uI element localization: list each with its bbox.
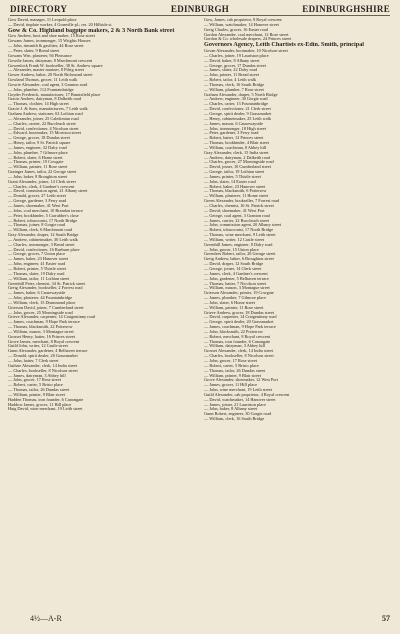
directory-entry: — William, plasterer, 11 Home street xyxy=(204,194,269,199)
directory-entry: — Andrew, dairyman, 2 Dalkeith road xyxy=(204,155,270,160)
directory-entry: — Robert, carter, 5 Bristo place xyxy=(8,383,63,388)
directory-entry: — George, joiner, 14 Clerk street xyxy=(204,266,262,271)
directory-entry: — Charles, joiner, 19 Lauriston place xyxy=(204,53,269,58)
directory-entry: — William, writer, 12 Castle street xyxy=(204,237,265,242)
directory-entry: Guild Alexander, cab proprietor, 4 Royal crescent xyxy=(204,392,290,397)
directory-entry: — David, baker, 8 Albany street xyxy=(204,58,260,63)
directory-entry: — William, printer, 9 Blair street xyxy=(204,373,261,378)
directory-entry: — George, coal agent, 3 Granton road xyxy=(204,213,270,218)
directory-entry: — James, coachman, 9 Hope Park terrace xyxy=(8,320,80,325)
directory-entry: Grierson David, joiner, 7 Cumberland street xyxy=(8,305,84,310)
directory-entry: — Charles, bookseller, 8 Nicolson street xyxy=(204,354,274,359)
directory-entry: — John, baker, 8 Broughton street xyxy=(8,174,68,179)
directory-entry: — William, printer, 9 Blair street xyxy=(8,392,65,397)
directory-entry: — Thomas, iron founder, 6 Canongate xyxy=(204,339,271,344)
directory-entry: — Andrew, cabinetmaker, 30 Leith walk xyxy=(8,237,78,242)
directory-entry: Gow Andrew, boot and shoe maker, 15 Rose street xyxy=(8,34,95,39)
directory-entry: Gow David, manager, 11 Leopold place xyxy=(8,18,77,22)
directory-entry: — John, slater, 6 Home street xyxy=(204,300,256,305)
directory-entry: — David, confectioner, 21 Clerk street xyxy=(204,107,271,112)
directory-entry: — David, draper, 12 South Bridge xyxy=(204,262,264,267)
directory-entry: — Robert, printer, 5 Thistle street xyxy=(8,266,67,271)
directory-entry: — James, printer, 5 Thistle street xyxy=(204,174,261,179)
directory-entry: — William, clerk, 15 Drummond place xyxy=(8,300,76,305)
directory-entry: — John, slater, 14 Easter road xyxy=(204,179,256,184)
directory-entry: Gow & Co. Highland bagpipe makers, 2 & 3 North Bank street xyxy=(8,27,175,34)
directory-entry: — Robert, baker, 23 Hanover street xyxy=(204,184,266,189)
directory-entry: — Peter, gardener, 3 Ferry road xyxy=(204,131,259,136)
directory-entry: — Alexander, joiner, 25 Caledonian road xyxy=(8,116,79,121)
directory-entry: — David, confectioner, 16 Raeburn place xyxy=(8,247,80,252)
directory-entry: — James, carrier, 22 Buccleuch street xyxy=(204,218,270,223)
directory-entry: — Peter, slater, 9 Bread street xyxy=(8,49,60,54)
directory-entry: — Charles, ironmonger, 3 Bread street xyxy=(8,242,75,247)
header-right: EDINBURGHSHIRE xyxy=(302,4,390,14)
directory-entry: Greig Charles, grocer, 16 Easter road xyxy=(204,27,268,32)
directory-entry: — John, gardener, 5 Belhaven terrace xyxy=(204,276,269,281)
directory-entry: — Thomas, bookbinder, 4 Blair street xyxy=(204,141,270,146)
directory-entry: — Thomas, clerk, 16 South Bridge xyxy=(204,82,265,87)
directory-entry: Gowenlock Frank W. bookseller, 38 St. Andrew square xyxy=(8,63,103,68)
directory-entry: — George, grocer, 7 Union place xyxy=(8,252,66,257)
page-number: 57 xyxy=(382,614,390,623)
directory-entry: — James, baker, 6 Causewayside xyxy=(8,291,66,296)
directory-entry: — George, spirit dealer, 9 Grassmarket xyxy=(204,111,272,116)
directory-entry: — James, slater, 22 Dalry road xyxy=(204,68,258,73)
directory-entry: Grosset Henry, hatter, 16 Princes street xyxy=(8,334,75,339)
directory-entry: — William, tailor, 11 Lothian street xyxy=(8,276,70,281)
directory-entry: — James, plumber, 7 Gilmore place xyxy=(204,296,266,301)
directory-entry: — William, mason, 3 Montague street xyxy=(204,286,270,291)
directory-entry: — Charles, chemist, 16 St. Patrick street xyxy=(204,204,274,209)
directory-entry: — John, grocer, 17 Rose street xyxy=(8,378,61,383)
directory-entry: — William, watchmaker, 14 Hanover street xyxy=(204,22,279,27)
directory-entry: — George, grocer, 17 Dundas street xyxy=(204,63,266,68)
directory-entry: — Thomas, hatter, 7 Nicolson street xyxy=(204,281,267,286)
directory-entry: Hadden Thomas, iron founder, 6 Canongate xyxy=(8,397,84,402)
directory-entry: — Charles, grocer, 27 Morningside road xyxy=(204,160,274,165)
directory-entry: — William, painter, 11 Rose street xyxy=(8,165,68,170)
directory-entry: Haig David, wine merchant, 19 Leith street xyxy=(8,407,83,412)
directory-entry: Gowans Wm. plasterer, 94 Pleasance xyxy=(8,53,72,58)
directory-entry: Gracie J. & Sons, manufacturers, 7 Leith walk xyxy=(8,107,88,112)
directory-entry: Grierson Alexander, printer, 19 Cowgate xyxy=(204,291,274,296)
directory-entry: — Thomas, joiner, 8 Gorgie road xyxy=(8,223,66,228)
directory-entry: — John, coal merchant, 10 Brandon terrace xyxy=(8,208,83,213)
directory-entry: — Charles, clerk, 4 Gardner's crescent xyxy=(8,184,75,189)
directory-entry: — John, plasterer, 44 Fountainbridge xyxy=(8,296,73,301)
directory-entry: — William, clerk, 16 South Bridge xyxy=(204,417,265,422)
directory-entry: — David, tinplate worker, 4 Granville pl.; res. 20 Hillside st. xyxy=(8,22,113,27)
header-rule xyxy=(10,15,390,16)
directory-entry: Goyder Frederick, manufacturer, 17 Bruntsfield place xyxy=(8,92,101,97)
signature-mark: 4½—A-R xyxy=(30,614,62,623)
directory-entry: — John, engineer, 41 Easter road xyxy=(8,262,66,267)
directory-entry: Grosset Alexander, clerk, 14 India street xyxy=(204,349,274,354)
directory-entry: — John, blacksmith, 22 Potterrow xyxy=(204,329,263,334)
directory-entry: Grieve Alexander, carpenter, 14 Craigentinny road xyxy=(8,315,95,320)
directory-entry: — James, joiner, 21 Lauriston place xyxy=(204,402,266,407)
directory-entry: Grove James, merchant, 8 Royal crescent xyxy=(8,339,80,344)
header-center: EDINBURGH xyxy=(170,4,230,14)
directory-entry: — Robert, tobacconist, 17 North Bridge xyxy=(8,218,78,223)
directory-entry: — James, mason, 6 Causewayside xyxy=(204,121,264,126)
directory-entry: — George, grocer, 18 Dundas street xyxy=(8,136,70,141)
directory-entry: Gray Alexander, clerk, 15 India street xyxy=(204,150,269,155)
directory-entry: — David, confectioner, 4 Nicolson street xyxy=(8,126,79,131)
directory-entry: — William, plumber, 7 Rose street xyxy=(204,87,264,92)
directory-entry: — Alexander, master mariner, 8 Pilrig street xyxy=(8,68,85,73)
directory-entry: — Thomas, wine merchant, 9 Leith street xyxy=(204,233,276,238)
directory-entry: — Robert, slater, 6 Home street xyxy=(8,155,63,160)
directory-entry: — Donald, spirit dealer, 20 Grassmarket xyxy=(8,354,78,359)
directory-entry: — Robert, tailor, 4 Leith walk xyxy=(204,78,256,83)
directory-entry: — David, carpenter, 14 Craigentinny road xyxy=(204,315,277,320)
directory-entry: — Peter, bookbinder, 5 Carrubber's close xyxy=(8,213,79,218)
directory-entry: — Charles, bookseller, 8 Nicolson street xyxy=(8,368,78,373)
directory-entry: — David, commission agent, 21 Albany street xyxy=(8,189,88,194)
directory-entry: — Thomas, tailor, 26 Dundas street xyxy=(8,388,70,393)
directory-entry: — John, ironmonger, 18 High street xyxy=(204,126,267,131)
directory-entry: — David, shoemaker, 41 West Port xyxy=(204,208,265,213)
directory-entry: — James, baker, 23 Hanover street xyxy=(8,257,69,262)
directory-entry: — James, shoemaker, 41 West Port xyxy=(8,204,69,209)
directory-entry: — Thomas, slater, 19 Dalry road xyxy=(8,271,65,276)
directory-entry: — Charles, carrier, 22 Buccleuch street xyxy=(8,121,76,126)
directory-entry: Grant Alexander, joiner, 14 Clerk street xyxy=(8,179,76,184)
directory-entry: Greenhill James, engineer, 8 Dalry road xyxy=(204,242,273,247)
directory-entry: Greenhill Peter, chemist, 34 St. Patrick street xyxy=(8,281,86,286)
directory-entry: Gowans James, ironmonger, 15 Wrights Houses xyxy=(8,39,91,44)
directory-entry: — John, wine merchant, 19 Leith street xyxy=(204,388,273,393)
directory-entry: — John, printer, 11 Bread street xyxy=(204,73,259,78)
directory-entry: — William, coachman, 8 Abbey hill xyxy=(204,145,267,150)
directory-entry: Guthrie Alexander, clerk, 14 India street xyxy=(8,363,78,368)
page-footer xyxy=(10,614,390,626)
directory-entry: Governors Agency, Leith Chartists ex-Edin. Smith, principal xyxy=(204,42,365,49)
directory-entry: — James, engineer, 32 Dalry road xyxy=(8,145,67,150)
directory-entry: Gunn Robert, engineer, 30 Gorgie road xyxy=(204,412,272,417)
directory-entry: — George, gardener, 3 Ferry road xyxy=(8,199,67,204)
directory-entry: Haddow James, grocer, 11 Hill place xyxy=(8,402,72,407)
directory-entry: — James, coachman, 9 Hope Park terrace xyxy=(204,325,276,330)
directory-entry: Grove Alexander, shoemaker, 12 West Port xyxy=(204,378,279,383)
directory-entry: — John, grocer, 25 Morningside road xyxy=(8,310,73,315)
directory-entry: — George, spirit dealer, 20 Grassmarket xyxy=(204,320,274,325)
directory-entry: Graham Alexander, draper, 5 North Bridge xyxy=(204,92,278,97)
directory-entry: — William, clerk, 6 Marchmont road xyxy=(8,228,73,233)
directory-entry: — John, grocer, 17 Rose street xyxy=(204,359,257,364)
directory-entry: Gray Alexander, draper, 12 South Bridge xyxy=(8,233,79,238)
directory-entry: — Donald, grocer, 27 Leith street xyxy=(8,194,66,199)
directory-entry: Greig Alexander, bookseller, 2 Forrest road xyxy=(8,286,83,291)
directory-entry: — Thomas, blacksmith, 22 Potterrow xyxy=(8,325,73,330)
directory-entry: — Robert, carter, 5 Bristo place xyxy=(204,363,259,368)
directory-entry: Govan Alexander, bootmaker, 10 Nicolson street xyxy=(204,49,288,54)
directory-entry: — John, plumber, 7 Gilmore place xyxy=(8,150,68,155)
directory-entry: — Thomas, printer, 19 Cowgate xyxy=(8,160,64,165)
directory-entry: — John, grocer, 15 Union place xyxy=(204,247,259,252)
directory-entry: — David, joiner, 10 Cumberland street xyxy=(204,165,272,170)
right-column xyxy=(204,18,390,608)
directory-entry: — Thomas, tailor, 26 Dundas street xyxy=(204,368,266,373)
directory-entry: — George, tailor, 19 Lothian street xyxy=(204,170,265,175)
directory-entry: Greenlees Robert, tailor, 26 George street xyxy=(204,252,276,257)
directory-entry: Gunn Alexander, gardener, 4 Belhaven terrace xyxy=(8,349,88,354)
directory-entry: — James, dairyman, 3 Abbey hill xyxy=(8,373,66,378)
directory-entry: — Robert, merchant, 8 Royal crescent xyxy=(204,334,270,339)
left-column xyxy=(8,18,194,608)
directory-entry: Grainger James, tailor, 22 George street xyxy=(8,170,77,175)
directory-entry: — James, clerk, 4 Gardner's crescent xyxy=(204,271,268,276)
directory-entry: — Robert, hatter, 12 Princes street xyxy=(204,136,264,141)
directory-entry: — Robert, tobacconist, 17 North Bridge xyxy=(204,228,274,233)
directory-entry: Gowrie Alexander, coal agent, 3 Granton road xyxy=(8,82,88,87)
directory-entry: Gower Andrew, baker, 20 North Richmond street xyxy=(8,73,93,78)
directory-entry: — John, baker, 8 Albany street xyxy=(204,407,258,412)
directory-entry: — Andrew, engineer, 30 Gorgie road xyxy=(204,97,268,102)
directory-entry: Guild John, writer, 12 Castle street xyxy=(8,344,68,349)
directory-entry: Greig Andrew, baker, 6 Broughton street xyxy=(204,257,274,262)
directory-entry: — John, hatter, 7 Clerk street xyxy=(8,359,59,364)
directory-entry: — Charles, carter, 13 Fountainbridge xyxy=(204,102,269,107)
directory-entry: — Henry, tailor, 9 St. Patrick square xyxy=(8,141,71,146)
directory-entry: — William, painter, 11 Rose street xyxy=(204,305,264,310)
directory-entry: Gracie Andrew, dairyman, 8 Dalkeith road xyxy=(8,97,82,102)
directory-entry: — Edward, bootmaker, 15 Morrison street xyxy=(8,131,81,136)
directory-entry: Gordon & Co. wholesale drapers, 24 Princes street xyxy=(204,37,292,42)
directory-entry: Gow, James, cab proprietor, 8 Royal crescent xyxy=(204,18,282,22)
directory-entry: — William, mason, 3 Montague street xyxy=(8,329,74,334)
directory-entry: Gowdie James, dairyman, 8 Marchmont crescent xyxy=(8,58,93,63)
directory-entry: Gordon Alexander, coal merchant, 12 Rose street xyxy=(204,32,289,37)
directory-entry: — Thomas, blacksmith, 6 Potterrow xyxy=(204,189,267,194)
directory-entry: — John, plumber, 112 Fountainbridge xyxy=(8,87,74,92)
directory-entry: Gowland Thomas, grocer, 11 Leith walk xyxy=(8,78,78,83)
directory-entry: Graham Andrew, stationer, 63 Lothian road xyxy=(8,111,83,116)
directory-entry: Green Alexander, bookseller, 7 Forrest road xyxy=(204,199,280,204)
directory-entry: — John, commission agent, 20 Albany street xyxy=(204,223,282,228)
directory-entry: — James, grocer, 11 Hill place xyxy=(204,383,258,388)
header-left: DIRECTORY xyxy=(10,4,68,14)
directory-entry: — Thomas, clothier, 14 High street xyxy=(8,102,69,107)
directory-entry: Grieve Andrew, grocer, 18 Dundas street xyxy=(204,310,275,315)
directory-entry: — John, tinsmith & gasfitter, 44 Rose street xyxy=(8,44,84,49)
directory-entry: — Henry, cabinetmaker, 25 Leith walk xyxy=(204,116,271,121)
directory-entry: — David, watchmaker, 14 Hanover street xyxy=(204,397,276,402)
directory-entry: — William, dairyman, 3 Abbey hill xyxy=(204,344,265,349)
